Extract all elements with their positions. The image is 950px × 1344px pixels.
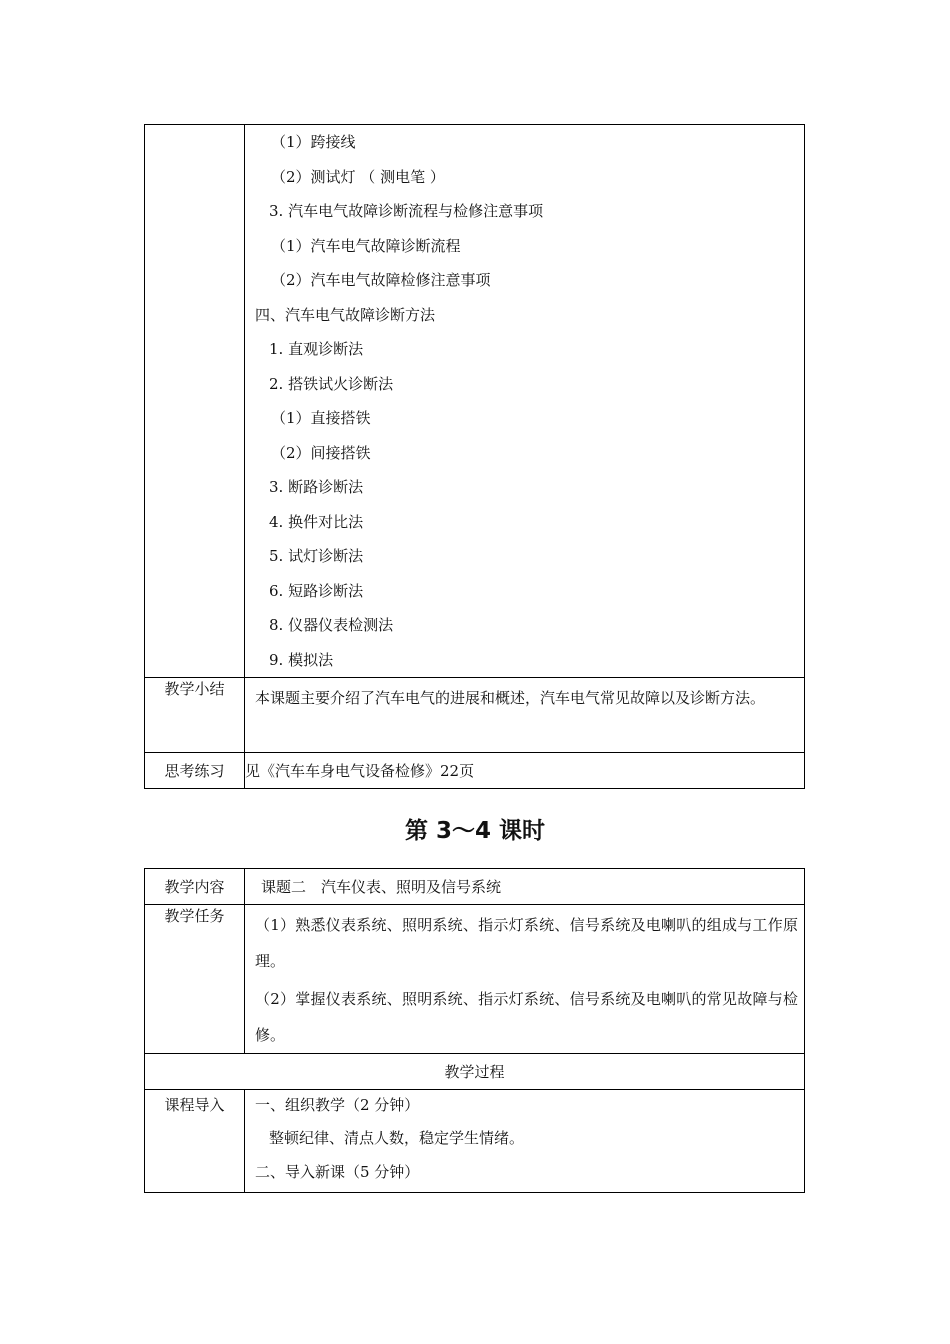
exercise-label: 思考练习 (145, 753, 245, 789)
intro-line: 一、组织教学（2 分钟） (255, 1096, 420, 1114)
content-line: 8. 仪器仪表检测法 (269, 616, 394, 634)
lesson-table (144, 868, 805, 1193)
content-line: 5. 试灯诊断法 (269, 547, 364, 565)
content-line: 4. 换件对比法 (269, 512, 364, 531)
content-line: 3. 汽车电气故障诊断流程与检修注意事项 (269, 202, 544, 220)
content-cell (245, 125, 805, 678)
lesson-table-continued (144, 124, 805, 789)
content-line: 6. 短路诊断法 (269, 581, 364, 600)
content-line: （1）直接搭铁 (271, 409, 371, 427)
content-line: （1）汽车电气故障诊断流程 (271, 236, 461, 255)
summary-label: 教学小结 (145, 678, 245, 753)
intro-line: 整顿纪律、清点人数，稳定学生情绪。 (269, 1129, 525, 1147)
content-line: 四、汽车电气故障诊断方法 (255, 305, 436, 324)
process-header: 教学过程 (145, 1054, 805, 1090)
exercise-text: 见《汽车车身电气设备检修》22页 (245, 753, 805, 789)
intro-cell (245, 1090, 805, 1193)
summary-text: 本课题主要介绍了汽车电气的进展和概述，汽车电气常见故障以及诊断方法。 (255, 689, 766, 707)
intro-label: 课程导入 (164, 1096, 225, 1114)
task-cell (245, 905, 805, 1054)
content-line: （1）跨接线 (271, 133, 356, 151)
section-title: 第 3～4 课时 (404, 818, 546, 844)
content-line: 2. 搭铁试火诊断法 (269, 374, 394, 393)
task-item: （1）熟悉仪表系统、照明系统、指示灯系统、信号系统及电喇叭的组成与工作原理。 (255, 916, 798, 970)
content-line: 1. 直观诊断法 (269, 340, 364, 358)
content-label: 教学内容 (145, 869, 245, 905)
content-line: （2）测试灯 （ 测电笔 ） (271, 167, 445, 186)
intro-line: 二、导入新课（5 分钟） (255, 1163, 420, 1181)
content-line: 3. 断路诊断法 (269, 478, 364, 496)
content-line: （2）间接搭铁 (271, 443, 371, 462)
task-label: 教学任务 (145, 905, 245, 1054)
task-item: （2）掌握仪表系统、照明系统、指示灯系统、信号系统及电喇叭的常见故障与检修。 (255, 990, 798, 1044)
content-text: 课题二 汽车仪表、照明及信号系统 (245, 869, 805, 905)
content-line: （2）汽车电气故障检修注意事项 (271, 271, 491, 289)
summary-cell (245, 678, 805, 753)
content-line: 9. 模拟法 (269, 650, 334, 669)
intro-label-cell (145, 1090, 245, 1193)
empty-label-cell (145, 125, 245, 678)
